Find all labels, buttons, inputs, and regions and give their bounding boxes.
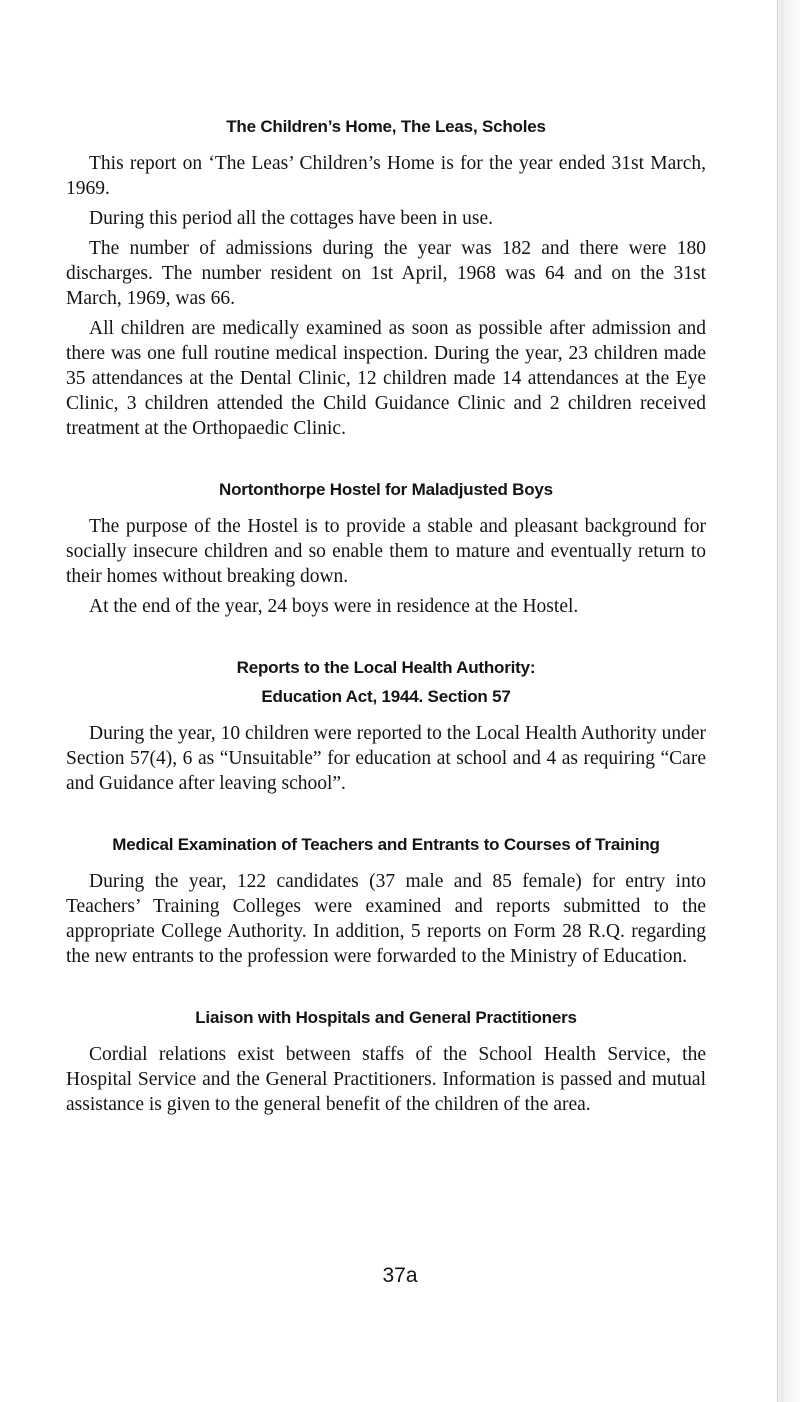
paragraph: During the year, 122 candidates (37 male and 85 female) for entry into Teachers’ Training Colleges were examined and reports submitted to the appropriate College Authority. In addition, 5 reports on Form 28 R.Q. regarding the new entrants to the profession were forwarded to the Ministry of Education. xyxy=(66,871,706,967)
paragraph: This report on ‘The Leas’ Children’s Home is for the year ended 31st March, 1969. xyxy=(66,153,706,199)
section-liaison-hospitals xyxy=(66,1003,706,1117)
paragraph: The purpose of the Hostel is to provide a stable and pleasant background for socially insecure children and so enable them to mature and eventually return to their homes without breaking down. xyxy=(66,516,706,587)
document-body xyxy=(66,112,706,1117)
paragraph: The number of admissions during the year was 182 and there were 180 discharges. The number resident on 1st April, 1968 was 64 and on the 31st March, 1969, was 66. xyxy=(66,238,706,309)
heading-line: Liaison with Hospitals and General Practitioners xyxy=(195,1008,577,1027)
section-heading xyxy=(66,653,706,711)
heading-line: Education Act, 1944. Section 57 xyxy=(261,687,511,706)
page-edge xyxy=(777,0,800,1402)
heading-line: Medical Examination of Teachers and Entrants to Courses of Training xyxy=(112,835,660,854)
section-heading xyxy=(66,112,706,141)
section-heading xyxy=(66,1003,706,1032)
section-nortonthorpe-hostel xyxy=(66,475,706,619)
paragraph: During this period all the cottages have been in use. xyxy=(89,208,493,229)
paragraph: At the end of the year, 24 boys were in residence at the Hostel. xyxy=(89,596,579,617)
section-heading xyxy=(66,475,706,504)
page-number: 37a xyxy=(382,1264,418,1287)
paragraph: All children are medically examined as soon as possible after admission and there was one full routine medical inspection. During the year, 23 children made 35 attendances at the Dental Clinic, 12 children made 14 attendances at the Eye Clinic, 3 children attended the Child Guidance Clinic and 2 children received treatment at the Orthopaedic Clinic. xyxy=(66,318,706,439)
section-childrens-home xyxy=(66,112,706,441)
heading-line: The Children’s Home, The Leas, Scholes xyxy=(226,117,546,136)
paragraph: Cordial relations exist between staffs of the School Health Service, the Hospital Service and the General Practitioners. Information is passed and mutual assistance is given to the general benefit of the children of the area. xyxy=(66,1044,706,1115)
section-heading xyxy=(66,830,706,859)
heading-line: Nortonthorpe Hostel for Maladjusted Boys xyxy=(219,480,553,499)
heading-line: Reports to the Local Health Authority: xyxy=(236,658,536,677)
section-local-health-authority xyxy=(66,653,706,796)
section-medical-examination-teachers xyxy=(66,830,706,969)
paragraph: During the year, 10 children were reported to the Local Health Authority under Section 57(4), 6 as “Unsuitable” for education at school and 4 as requiring “Care and Guidance after leaving school”. xyxy=(66,723,706,794)
